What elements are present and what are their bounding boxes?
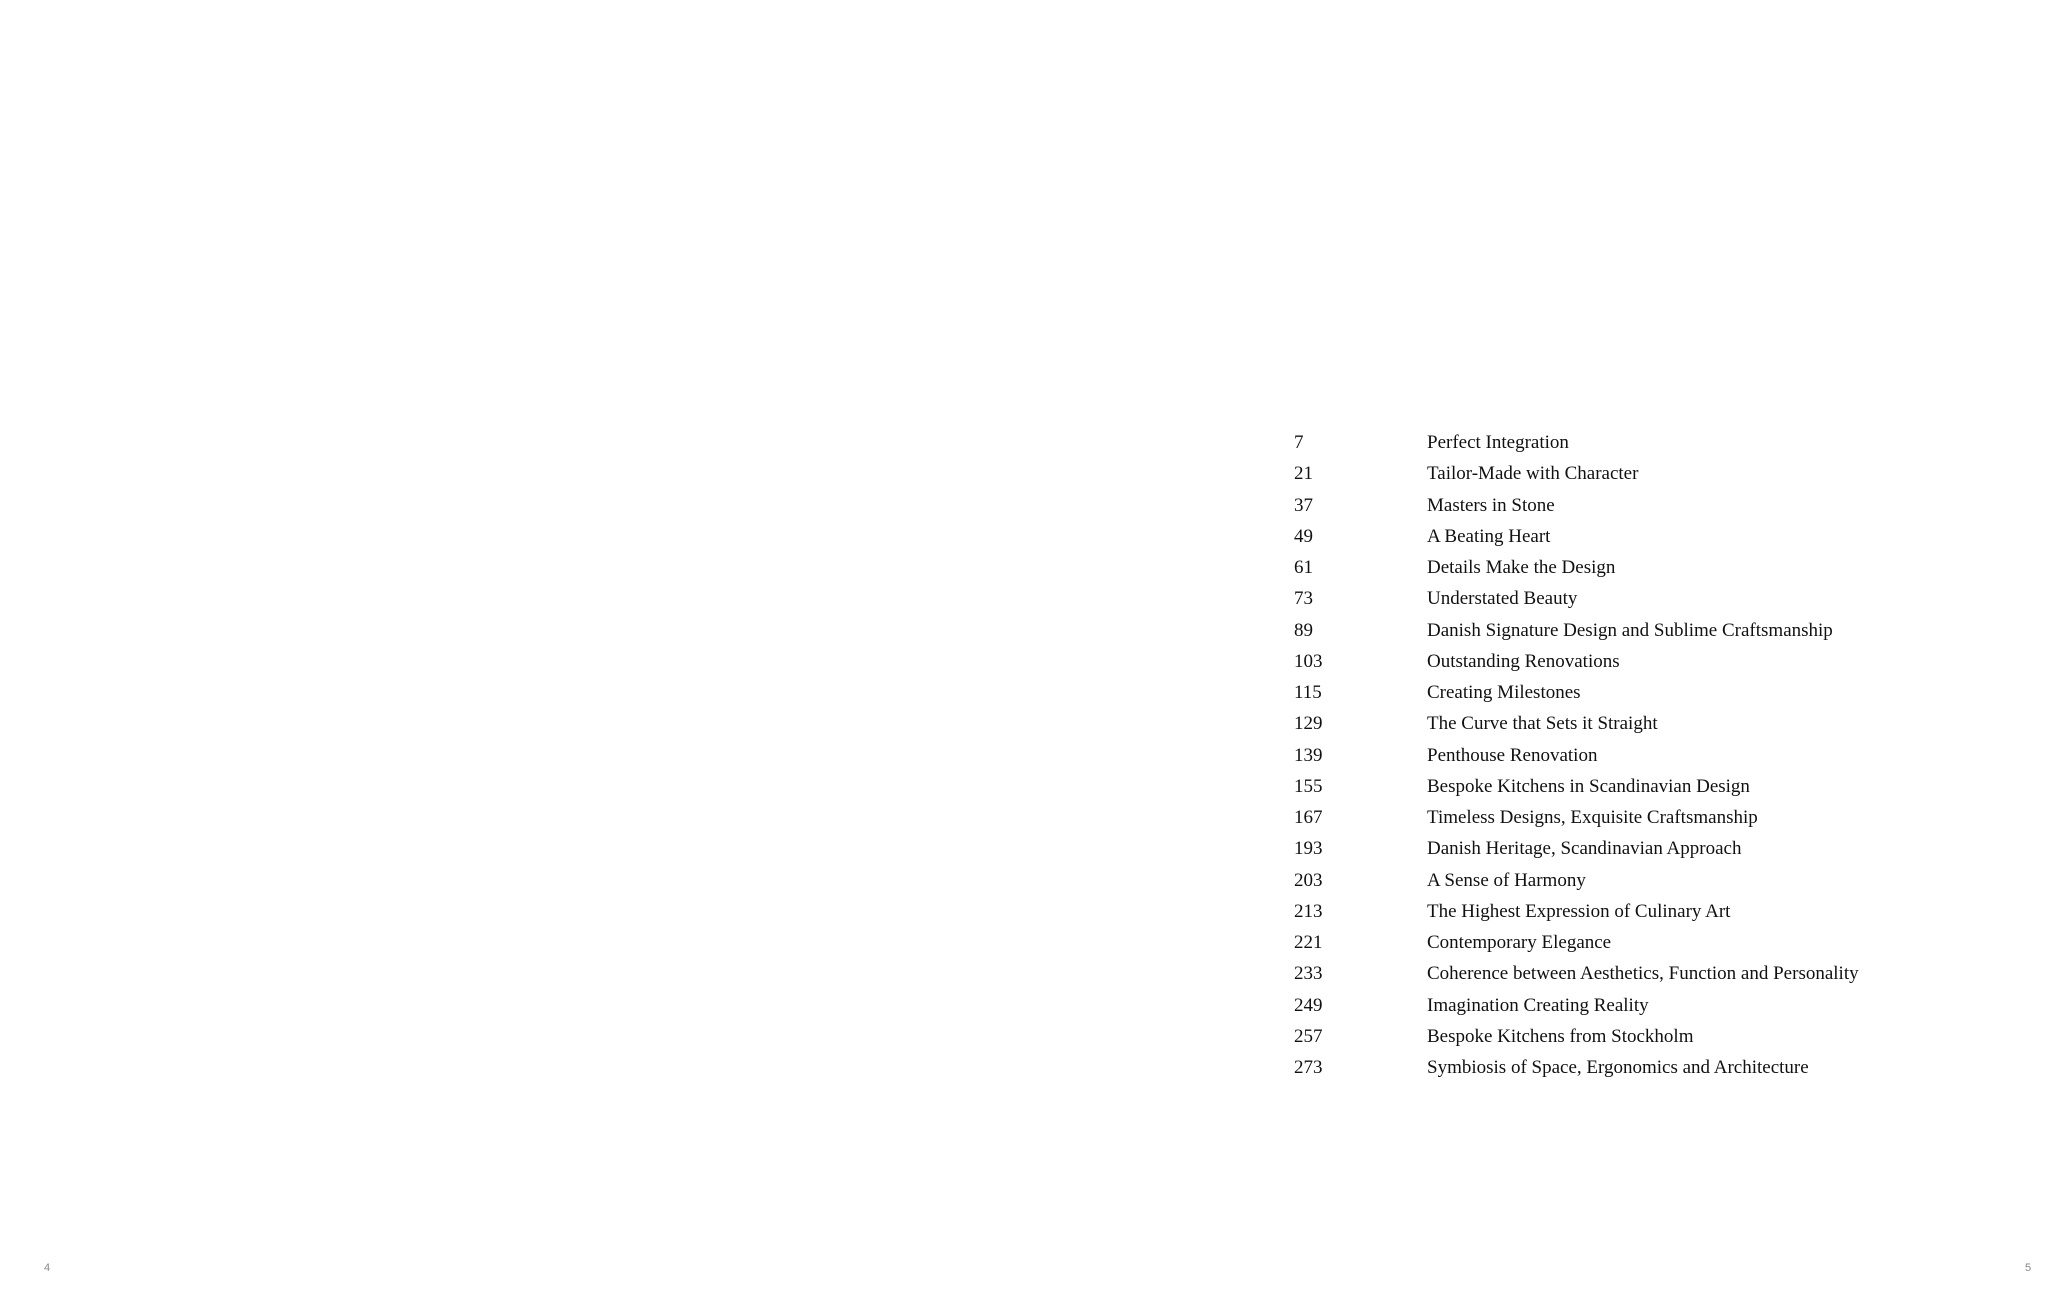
toc-chapter-title: Details Make the Design xyxy=(1427,557,1616,578)
toc-entry xyxy=(1294,458,1859,489)
toc-page-number: 155 xyxy=(1294,775,1323,797)
toc-page-number: 103 xyxy=(1294,650,1323,672)
toc-chapter-title: A Beating Heart xyxy=(1427,525,1551,547)
toc-entry xyxy=(1294,677,1859,708)
toc-chapter-title: Bespoke Kitchens from Stockholm xyxy=(1427,1025,1694,1047)
toc-chapter-title: Coherence between Aesthetics, Function and Personality xyxy=(1427,963,1859,985)
toc-chapter-title: Penthouse Renovation xyxy=(1427,744,1598,766)
toc-entry xyxy=(1294,802,1859,833)
toc-chapter-title: The Curve that Sets it Straight xyxy=(1427,713,1658,735)
toc-page-number: 249 xyxy=(1294,994,1323,1016)
toc-entry xyxy=(1294,990,1859,1021)
toc-page-number: 49 xyxy=(1294,525,1313,547)
table-of-contents xyxy=(1294,427,1859,1083)
toc-page-number: 203 xyxy=(1294,869,1323,891)
toc-entry xyxy=(1294,1021,1859,1052)
toc-entry xyxy=(1294,896,1859,927)
toc-chapter-title: Symbiosis of Space, Ergonomics and Architecture xyxy=(1427,1057,1809,1078)
toc-entry xyxy=(1294,552,1859,583)
toc-page-number: 129 xyxy=(1294,713,1323,735)
toc-chapter-title: Danish Signature Design and Sublime Craftsmanship xyxy=(1427,619,1833,641)
toc-chapter-title: A Sense of Harmony xyxy=(1427,869,1586,891)
toc-entry xyxy=(1294,521,1859,552)
toc-chapter-title: Masters in Stone xyxy=(1427,494,1555,516)
toc-page-number: 233 xyxy=(1294,963,1323,985)
toc-entry xyxy=(1294,740,1859,771)
toc-entry xyxy=(1294,427,1859,458)
toc-chapter-title: Contemporary Elegance xyxy=(1427,932,1612,953)
toc-entry xyxy=(1294,490,1859,521)
toc-page-number: 213 xyxy=(1294,900,1323,922)
toc-entry xyxy=(1294,865,1859,896)
page-number-left: 4 xyxy=(44,1262,51,1274)
toc-entry xyxy=(1294,708,1859,739)
toc-page-number: 61 xyxy=(1294,557,1313,578)
toc-chapter-title: Bespoke Kitchens in Scandinavian Design xyxy=(1427,775,1750,797)
toc-chapter-title: Tailor-Made with Character xyxy=(1427,463,1639,485)
toc-entry xyxy=(1294,1052,1859,1083)
toc-page-number: 115 xyxy=(1294,682,1322,703)
toc-entry xyxy=(1294,927,1859,958)
toc-page-number: 167 xyxy=(1294,807,1323,828)
toc-page-number: 37 xyxy=(1294,494,1313,516)
right-page xyxy=(1024,0,2048,1299)
toc-chapter-title: Understated Beauty xyxy=(1427,588,1578,610)
toc-page-number: 193 xyxy=(1294,838,1323,860)
toc-page-number: 7 xyxy=(1294,432,1304,453)
toc-entry xyxy=(1294,583,1859,614)
toc-chapter-title: Timeless Designs, Exquisite Craftsmanship xyxy=(1427,807,1758,828)
toc-entry xyxy=(1294,771,1859,802)
toc-page-number: 221 xyxy=(1294,932,1323,953)
toc-chapter-title: Danish Heritage, Scandinavian Approach xyxy=(1427,838,1742,860)
toc-chapter-title: Outstanding Renovations xyxy=(1427,650,1620,672)
toc-chapter-title: Perfect Integration xyxy=(1427,432,1569,453)
toc-page-number: 73 xyxy=(1294,588,1313,610)
toc-page-number: 257 xyxy=(1294,1025,1323,1047)
toc-chapter-title: Creating Milestones xyxy=(1427,682,1581,703)
toc-chapter-title: The Highest Expression of Culinary Art xyxy=(1427,900,1731,922)
toc-entry xyxy=(1294,833,1859,864)
toc-page-number: 139 xyxy=(1294,744,1323,766)
page-number-right: 5 xyxy=(2025,1262,2032,1274)
toc-page-number: 273 xyxy=(1294,1057,1323,1078)
toc-page-number: 89 xyxy=(1294,619,1313,641)
toc-entry xyxy=(1294,615,1859,646)
toc-page-number: 21 xyxy=(1294,463,1313,485)
toc-chapter-title: Imagination Creating Reality xyxy=(1427,994,1649,1016)
toc-entry xyxy=(1294,958,1859,989)
toc-entry xyxy=(1294,646,1859,677)
